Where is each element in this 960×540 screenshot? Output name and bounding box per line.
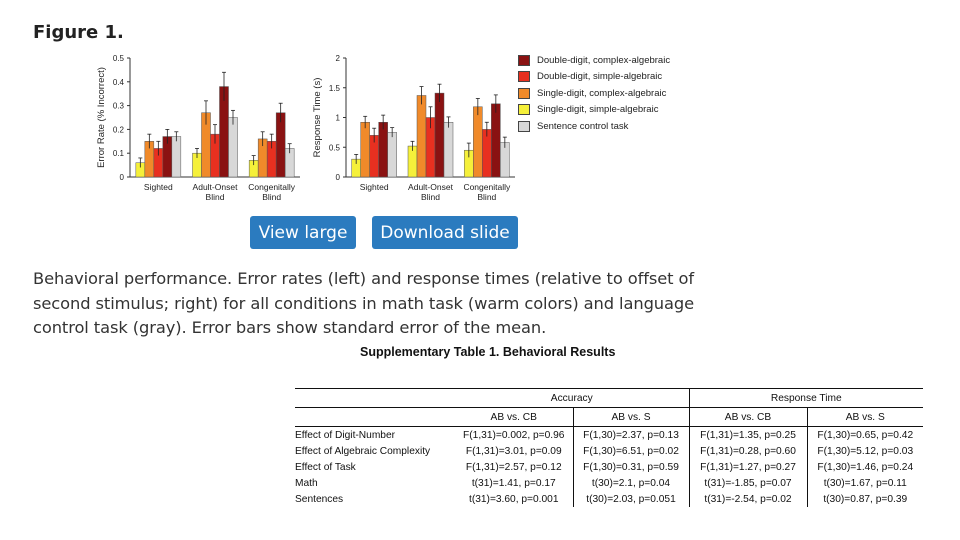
legend-label: Double-digit, simple-algebraic — [537, 71, 663, 83]
table-cell: t(30)=2.03, p=0.051 — [573, 491, 689, 507]
table-corner — [295, 408, 455, 427]
legend-label: Single-digit, simple-algebraic — [537, 104, 659, 116]
error-rate-y-tick-label: 0.2 — [112, 125, 124, 135]
figure-caption: Behavioral performance. Error rates (left) and response times (relative to offset of second stimulus; right) for all conditions in math task (warm colors) and language control task (gray). Error bars show standard error of the mean. — [33, 269, 695, 337]
group-header-accuracy: Accuracy — [455, 389, 689, 408]
error-rate-x-tick-label — [144, 182, 173, 192]
table-cell: F(1,30)=0.65, p=0.42 — [817, 429, 914, 441]
table-row — [295, 427, 923, 444]
error-rate-x-tick-label-line: Congenitally — [248, 182, 296, 192]
legend-label: Double-digit, complex-algebraic — [537, 54, 671, 66]
supplementary-table-title: Supplementary Table 1. Behavioral Results — [360, 345, 616, 359]
figure-title: Figure 1. — [33, 22, 124, 43]
error-rate-y-tick-label: 0.4 — [112, 77, 124, 87]
legend-item — [518, 69, 670, 86]
column-header: AB vs. S — [573, 408, 689, 427]
table-cell: t(31)=-2.54, p=0.02 — [689, 491, 807, 507]
error-rate-y-tick-label: 0 — [119, 173, 124, 182]
table-cell: t(31)=-1.85, p=0.07 — [689, 475, 807, 491]
table-cell: t(31)=3.60, p=0.001 — [455, 491, 573, 507]
download-slide-button[interactable]: Download slide — [372, 216, 518, 249]
table-row — [295, 459, 923, 475]
response-time-bar — [388, 132, 397, 177]
chart-legend — [518, 52, 670, 135]
column-header: AB vs. CB — [689, 408, 807, 427]
error-rate-y-tick-label: 0.3 — [112, 101, 124, 111]
table-cell: F(1,31)=1.35, p=0.25 — [689, 427, 807, 444]
error-rate-chart-svg — [90, 50, 310, 210]
response-time-x-tick-label — [360, 182, 389, 192]
response-time-x-tick-label-line: Blind — [421, 192, 440, 202]
error-rate-bar — [276, 113, 285, 177]
table-cell: F(1,30)=6.51, p=0.02 — [573, 443, 689, 459]
error-rate-x-tick-label-line: Blind — [205, 192, 225, 202]
table-cell: F(1,31)=1.27, p=0.27 — [689, 459, 807, 475]
response-time-y-tick-label: 1 — [335, 113, 340, 123]
response-time-y-tick-label: 2 — [335, 54, 340, 63]
legend-item — [518, 118, 670, 135]
table-cell: F(1,30)=2.37, p=0.13 — [573, 427, 689, 444]
response-time-x-tick-label-line: Sighted — [359, 182, 389, 192]
table-row — [295, 491, 923, 507]
view-large-button[interactable]: View large — [250, 216, 356, 249]
response-time-bar — [444, 122, 453, 177]
response-time-chart-svg — [310, 50, 525, 210]
table-cell: F(1,31)=2.57, p=0.12 — [455, 459, 573, 475]
row-label: Effect of Task — [295, 461, 356, 473]
response-time-bar — [473, 107, 482, 177]
legend-swatch — [518, 121, 530, 132]
error-rate-y-tick-label: 0.5 — [112, 54, 124, 63]
response-time-bar — [379, 122, 388, 177]
table-row — [295, 475, 923, 491]
error-rate-y-axis-label: Error Rate (% Incorrect) — [96, 67, 107, 168]
response-time-x-tick-label-line: Congenitally — [463, 182, 511, 192]
legend-label: Single-digit, complex-algebraic — [537, 87, 667, 99]
response-time-x-tick-label-line: Adult-Onset — [408, 182, 453, 192]
response-time-bar — [361, 122, 370, 177]
error-rate-bar — [229, 118, 238, 178]
table-cell: t(31)=1.41, p=0.17 — [455, 475, 573, 491]
legend-item — [518, 85, 670, 102]
row-label: Math — [295, 477, 318, 489]
table-cell: t(30)=1.67, p=0.11 — [823, 477, 907, 489]
table-cell: F(1,30)=0.31, p=0.59 — [573, 459, 689, 475]
response-time-x-tick-label-line: Blind — [477, 192, 497, 202]
response-time-chart — [310, 50, 525, 210]
error-rate-x-tick-label — [193, 182, 239, 202]
response-time-y-tick-label: 0.5 — [328, 143, 340, 153]
response-time-bar — [491, 104, 500, 177]
group-header-response-time: Response Time — [689, 389, 923, 408]
row-label: Sentences — [295, 493, 344, 505]
response-time-bar — [435, 93, 444, 177]
row-label: Effect of Digit-Number — [295, 429, 396, 441]
column-header: AB vs. CB — [455, 408, 573, 427]
table-cell: t(30)=2.1, p=0.04 — [573, 475, 689, 491]
table-row — [295, 443, 923, 459]
behavioral-results-table — [295, 388, 923, 507]
response-time-y-axis-label: Response Time (s) — [312, 77, 323, 158]
table-cell: F(1,30)=5.12, p=0.03 — [817, 445, 914, 457]
error-rate-bar — [172, 137, 181, 177]
table-cell: F(1,31)=0.002, p=0.96 — [455, 427, 573, 444]
table-cell: t(30)=0.87, p=0.39 — [823, 493, 908, 505]
response-time-x-tick-label — [408, 182, 454, 202]
response-time-bar — [417, 95, 426, 177]
legend-swatch — [518, 88, 530, 99]
error-rate-x-tick-label — [248, 182, 296, 202]
legend-swatch — [518, 71, 530, 82]
error-rate-chart — [90, 50, 310, 210]
response-time-y-tick-label: 1.5 — [328, 83, 340, 93]
table-cell: F(1,31)=3.01, p=0.09 — [455, 443, 573, 459]
table-corner — [295, 389, 455, 408]
legend-label: Sentence control task — [537, 120, 629, 132]
legend-item — [518, 102, 670, 119]
row-label: Effect of Algebraic Complexity — [295, 445, 431, 457]
table-cell: F(1,30)=1.46, p=0.24 — [817, 461, 914, 473]
response-time-y-tick-label: 0 — [335, 173, 340, 182]
error-rate-y-tick-label: 0.1 — [112, 149, 124, 159]
column-header: AB vs. S — [807, 408, 923, 427]
table-cell: F(1,31)=0.28, p=0.60 — [689, 443, 807, 459]
legend-item — [518, 52, 670, 69]
error-rate-x-tick-label-line: Sighted — [143, 182, 173, 192]
response-time-x-tick-label — [463, 182, 511, 202]
legend-swatch — [518, 55, 530, 66]
legend-swatch — [518, 104, 530, 115]
error-rate-x-tick-label-line: Adult-Onset — [192, 182, 238, 192]
error-rate-x-tick-label-line: Blind — [262, 192, 282, 202]
